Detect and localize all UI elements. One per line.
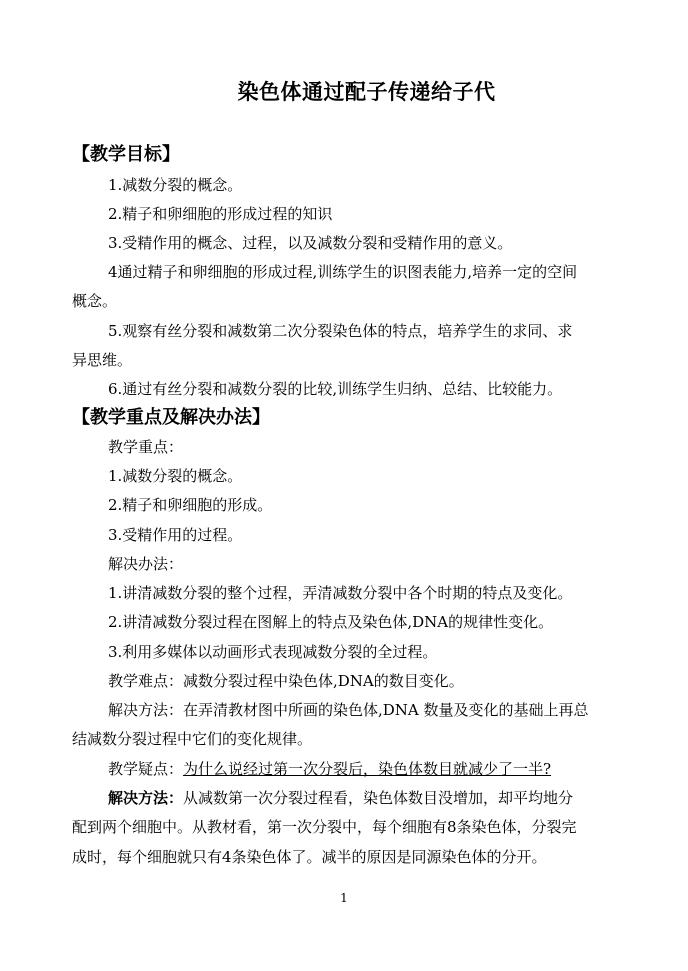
- difficulty-text: 教学难点：减数分裂过程中染色体,DNA的数目变化。: [108, 672, 464, 690]
- doubt-solution-line: [108, 787, 573, 808]
- objective-item: 3.受精作用的概念、过程，以及减数分裂和受精作用的意义。: [108, 234, 513, 252]
- doubt-line: [108, 758, 551, 779]
- focus-label: 教学重点：: [108, 438, 184, 456]
- document-title: 染色体通过配子传递给子代: [237, 79, 496, 104]
- solution-item: 1.讲清减数分裂的整个过程，弄清减数分裂中各个时期的特点及变化。: [108, 584, 573, 602]
- objective-item: 4通过精子和卵细胞的形成过程,训练学生的识图表能力,培养一定的空间: [108, 263, 578, 281]
- doubt-question: 为什么说经过第一次分裂后，染色体数目就减少了一半?: [183, 760, 552, 778]
- doubt-solution-continued: 成时，每个细胞就只有4条染色体了。减半的原因是同源染色体的分开。: [72, 848, 547, 866]
- doubt-label: 教学疑点：: [108, 760, 184, 778]
- doubt-solution-label: 解决方法：: [108, 789, 184, 807]
- doubt-solution-text: 从减数第一次分裂过程看，染色体数目没增加，却平均地分: [183, 789, 574, 807]
- objective-item: 2.精子和卵细胞的形成过程的知识: [108, 205, 333, 223]
- difficulty-solution: 解决方法：在弄清教材图中所画的染色体,DNA 数量及变化的基础上再总: [108, 701, 589, 719]
- objective-item: 6.通过有丝分裂和减数分裂的比较,训练学生归纳、总结、比较能力。: [108, 380, 563, 398]
- difficulty-solution-continued: 结减数分裂过程中它们的变化规律。: [72, 730, 313, 748]
- solution-item: 3.利用多媒体以动画形式表现减数分裂的全过程。: [108, 643, 438, 661]
- objective-item: 1.减数分裂的概念。: [108, 176, 243, 194]
- focus-item: 1.减数分裂的概念。: [108, 467, 243, 485]
- objective-item: 5.观察有丝分裂和减数第二次分裂染色体的特点，培养学生的求同、求: [108, 322, 573, 340]
- page-number: 1: [340, 891, 348, 905]
- focus-item: 2.精子和卵细胞的形成。: [108, 496, 273, 514]
- objective-item-continued: 异思维。: [72, 351, 133, 369]
- focus-item: 3.受精作用的过程。: [108, 526, 243, 544]
- section-heading-key-points: 【教学重点及解决办法】: [72, 407, 270, 428]
- objective-item-continued: 概念。: [72, 292, 118, 310]
- solution-item: 2.讲清减数分裂过程在图解上的特点及染色体,DNA的规律性变化。: [108, 613, 554, 631]
- section-heading-objectives: 【教学目标】: [72, 144, 180, 165]
- doubt-solution-continued: 配到两个细胞中。从教材看，第一次分裂中，每个细胞有8条染色体，分裂完: [72, 818, 577, 836]
- solution-label: 解决办法：: [108, 555, 184, 573]
